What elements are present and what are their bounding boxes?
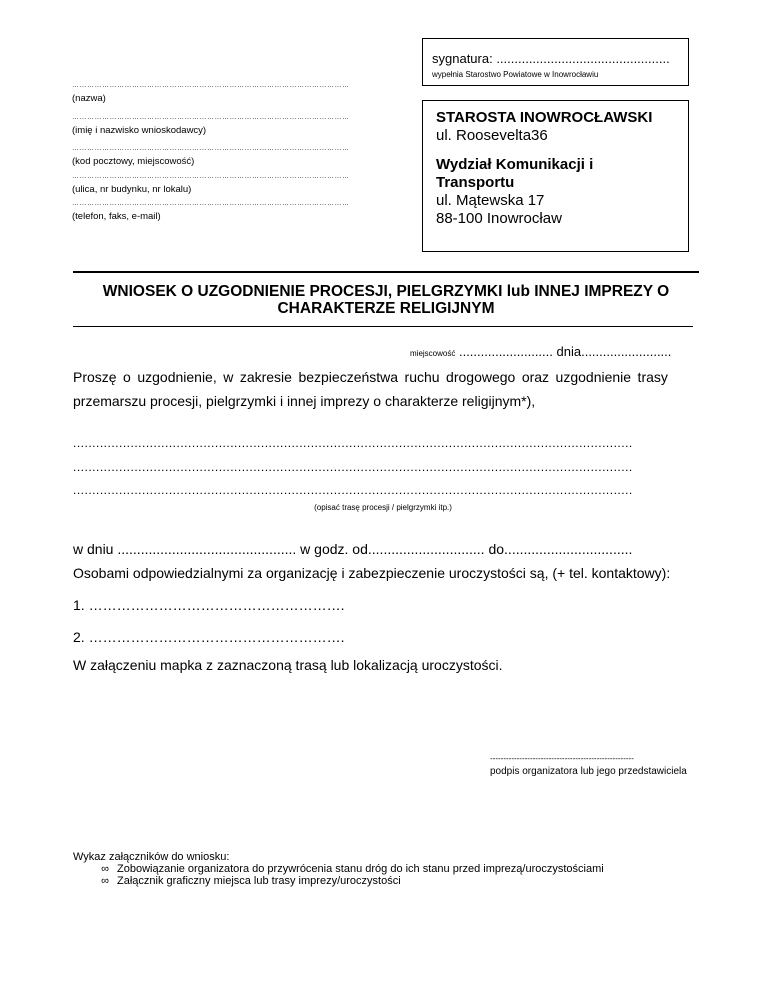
recipient-address1: ul. Roosevelta36	[436, 127, 548, 144]
responsible-line-1[interactable]: 1. ……………………………………………….	[73, 597, 345, 613]
place-date	[410, 344, 671, 359]
route-line-3[interactable]: ..................................................................................................................................................	[73, 483, 633, 497]
recipient-address3: 88-100 Inowrocław	[436, 210, 562, 227]
heading-top-rule	[73, 271, 699, 273]
date-field[interactable]: dnia.........................	[556, 344, 672, 359]
attachment-note: W załączeniu mapka z zaznaczoną trasą lub lokalizacją uroczystości.	[73, 657, 503, 673]
field-dots[interactable]: …………………………………………………………………………………………………	[72, 200, 350, 207]
request-line2: przemarszu procesji, pielgrzymki i innej imprezy o charakterze religijnym*),	[73, 393, 536, 409]
request-line1: Proszę o uzgodnienie, w zakresie bezpieczeństwa ruchu drogowego oraz uzgodnienie trasy	[73, 369, 668, 385]
attachment-item	[73, 863, 604, 875]
applicant-field-name	[72, 82, 384, 104]
recipient-dept1: Wydział Komunikacji i	[436, 156, 594, 173]
heading-line2: CHARAKTERZE RELIGIJNYM	[277, 300, 495, 317]
applicant-field-person	[72, 114, 384, 136]
field-dots[interactable]: …………………………………………………………………………………………………	[72, 82, 350, 89]
responsible-intro: Osobami odpowiedzialnymi za organizację i zabezpieczenie uroczystości są, (+ tel. kontaktowy):	[73, 565, 671, 581]
field-label: (ulica, nr budynku, nr lokalu)	[72, 184, 192, 195]
responsible-line-2[interactable]: 2. ……………………………………………….	[73, 629, 345, 645]
heading-line1: WNIOSEK O UZGODNIENIE PROCESJI, PIELGRZYMKI lub INNEJ IMPREZY O	[102, 283, 670, 300]
field-dots[interactable]: …………………………………………………………………………………………………	[72, 114, 350, 121]
attachment-item	[73, 875, 604, 887]
signature-box	[422, 38, 689, 86]
recipient-dept2: Transportu	[436, 174, 515, 191]
signature-caption: podpis organizatora lub jego przedstawiciela	[490, 766, 687, 777]
applicant-field-street	[72, 173, 384, 195]
date-time-fields[interactable]: w dniu .............................................. w godz. od.............................. do.................................	[73, 541, 633, 557]
field-label: (kod pocztowy, miejscowość)	[72, 156, 195, 167]
attachment-item-text: Załącznik graficzny miejsca lub trasy imprezy/uroczystości	[117, 875, 401, 887]
attachments-title: Wykaz załączników do wniosku:	[73, 851, 230, 863]
field-label: (telefon, faks, e-mail)	[72, 211, 161, 222]
form-heading	[60, 283, 712, 317]
field-label: (imię i nazwisko wnioskodawcy)	[72, 125, 207, 136]
place-dots[interactable]: ..........................	[458, 344, 553, 359]
recipient-box	[422, 100, 689, 252]
signature-label: sygnatura: ................................................	[432, 51, 670, 66]
recipient-address2: ul. Mątewska 17	[436, 192, 545, 209]
attachments-list	[73, 851, 604, 887]
signature-note: wypełnia Starostwo Powiatowe w Inowrocławiu	[432, 70, 599, 79]
route-caption: (opisać trasę procesji / pielgrzymki itp.)	[314, 503, 452, 512]
place-label: miejscowość	[410, 349, 456, 358]
applicant-field-postal	[72, 145, 384, 167]
heading-bottom-rule	[73, 326, 693, 327]
route-line-2[interactable]: ..................................................................................................................................................	[73, 460, 633, 474]
field-dots[interactable]: …………………………………………………………………………………………………	[72, 145, 350, 152]
route-line-1[interactable]: ..................................................................................................................................................	[73, 436, 633, 450]
signature-line[interactable]: ------------------------------------------------------	[490, 754, 634, 763]
infinity-bullet-icon: ∞	[101, 875, 109, 887]
infinity-bullet-icon: ∞	[101, 863, 109, 875]
applicant-field-contact	[72, 200, 384, 222]
attachment-item-text: Zobowiązanie organizatora do przywrócenia stanu dróg do ich stanu przed imprezą/uroczystościami	[117, 863, 604, 875]
recipient-title: STAROSTA INOWROCŁAWSKI	[436, 109, 653, 126]
field-dots[interactable]: …………………………………………………………………………………………………	[72, 173, 350, 180]
field-label: (nazwa)	[72, 93, 106, 104]
